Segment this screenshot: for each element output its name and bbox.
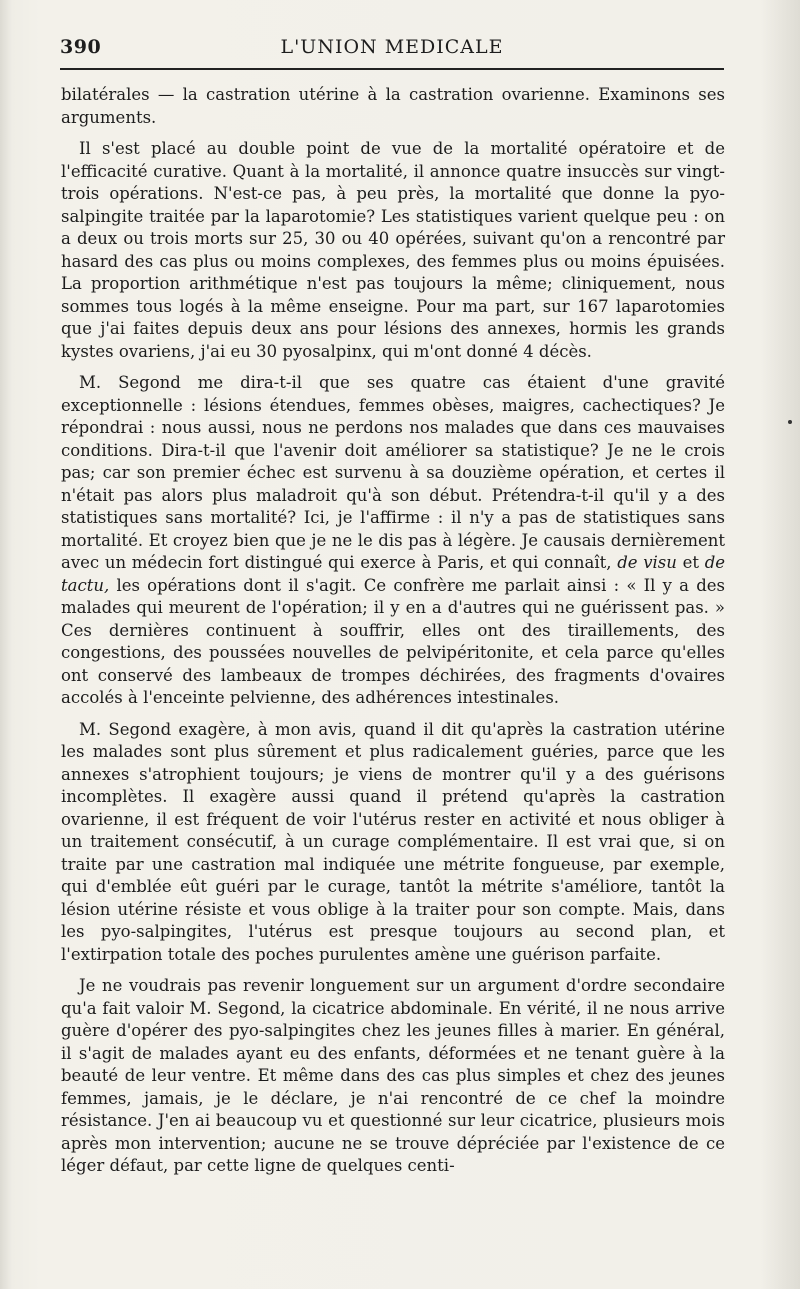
header-rule	[60, 68, 724, 70]
paragraph-4: M. Segond exagère, à mon avis, quand il dit qu'après la castration utérine les malades sont plus sûrement et plus radicalement guéries, parce que les annexes s'atrophient toujours; je viens de montrer qu'il y a des guérisons incomplètes. Il exagère aussi quand il prétend qu'après la castration ovarienne, il est fréquent de voir l'utérus rester en activité et nous obliger à un traitement consécutif, à un curage complémentaire. Il est vrai que, si on traite par une castration mal indiquée une métrite fongueuse, par exemple, qui d'emblée eût guéri par le curage, tantôt la métrite s'améliore, tantôt la lésion utérine résiste et vous oblige à la traiter pour son compte. Mais, dans les pyo-salpingites, l'utérus est presque toujours au second plan, et l'extirpation totale des poches purulentes amène une guérison parfaite.	[61, 719, 725, 964]
paragraph-2: Il s'est placé au double point de vue de la mortalité opératoire et de l'efficacité curative. Quant à la mortalité, il annonce quatre insuccès sur vingt-trois opérations. N'est-ce pas, à peu près, la mortalité que donne la pyo-salpingite traitée par la laparotomie? Les statistiques varient quelque peu : on a deux ou trois morts sur 25, 30 ou 40 opérées, suivant qu'on a rencontré par hasard des cas plus ou moins complexes, des femmes plus ou moins épuisées. La proportion arithmétique n'est pas toujours la même; cliniquement, nous sommes tous logés à la même enseigne. Pour ma part, sur 167 laparotomies que j'ai faites depuis deux ans pour lésions des annexes, hormis les grands kystes ovariens, j'ai eu 30 pyosalpinx, qui m'ont donné 4 décès.	[61, 139, 725, 361]
paragraph-5: Je ne voudrais pas revenir longuement sur un argument d'ordre secondaire qu'a fait valoir M. Segond, la cicatrice abdominale. En vérité, il ne nous arrive guère d'opérer des pyo-salpingites chez les jeunes filles à marier. En général, il s'agit de malades ayant eu des enfants, déformées et ne tenant guère à la beauté de leur ventre. Et même dans des cas plus simples et chez des jeunes femmes, jamais, je le déclare, je n'ai rencontré de ce chef la moindre résistance. J'en ai beaucoup vu et questionné sur leur cicatrice, plusieurs mois après mon intervention; aucune ne se trouve dépréciée par l'existence de ce léger défaut, par cette ligne de quelques centi-	[61, 976, 725, 1175]
latin-phrase-de-tactu: de tactu,	[61, 553, 726, 595]
paragraph-3	[61, 372, 725, 710]
latin-phrase-de-visu: de visu	[617, 553, 677, 572]
article-body	[61, 84, 725, 1178]
paragraph-3-conjunction: et	[682, 553, 699, 572]
margin-ink-mark	[788, 420, 792, 424]
paragraph-1: bilatérales — la castration utérine à la castration ovarienne. Examinons ses arguments.	[61, 85, 725, 127]
page-number: 390	[60, 36, 102, 58]
paragraph-3-part-1: M. Segond me dira-t-il que ses quatre cas étaient d'une gravité exceptionnelle : lésions étendues, femmes obèses, maigres, cachectiques? Je répondrai : nous aussi, nous ne perdons nos malades que dans ces mauvaises conditions. Dira-t-il que l'avenir doit améliorer sa statistique? Je ne le crois pas; car son premier échec est survenu à sa douzième opération, et certes il n'était pas alors plus maladroit qu'à son début. Prétendra-t-il qu'il y a des statistiques sans mortalité? Ici, je l'affirme : il n'y a pas de statistiques sans mortalité. Et croyez bien que je ne le dis pas à légère. Je causais dernièrement avec un médecin fort distingué qui exerce à Paris, et qui connaît,	[61, 373, 725, 572]
page-header	[60, 36, 724, 62]
running-title: L'UNION MEDICALE	[280, 36, 504, 58]
paragraph-3-part-2: les opérations dont il s'agit. Ce confrère me parlait ainsi : « Il y a des malades qui meurent de l'opération; il y en a d'autres qui ne guérissent pas. » Ces dernières continuent à souffrir, elles ont des tiraillements, des congestions, des poussées nouvelles de pelvipéritonite, et cela parce qu'elles ont conservé des lambeaux de trompes déchirées, des fragments d'ovaires accolés à l'enceinte pelvienne, des adhérences intestinales.	[61, 575, 725, 707]
